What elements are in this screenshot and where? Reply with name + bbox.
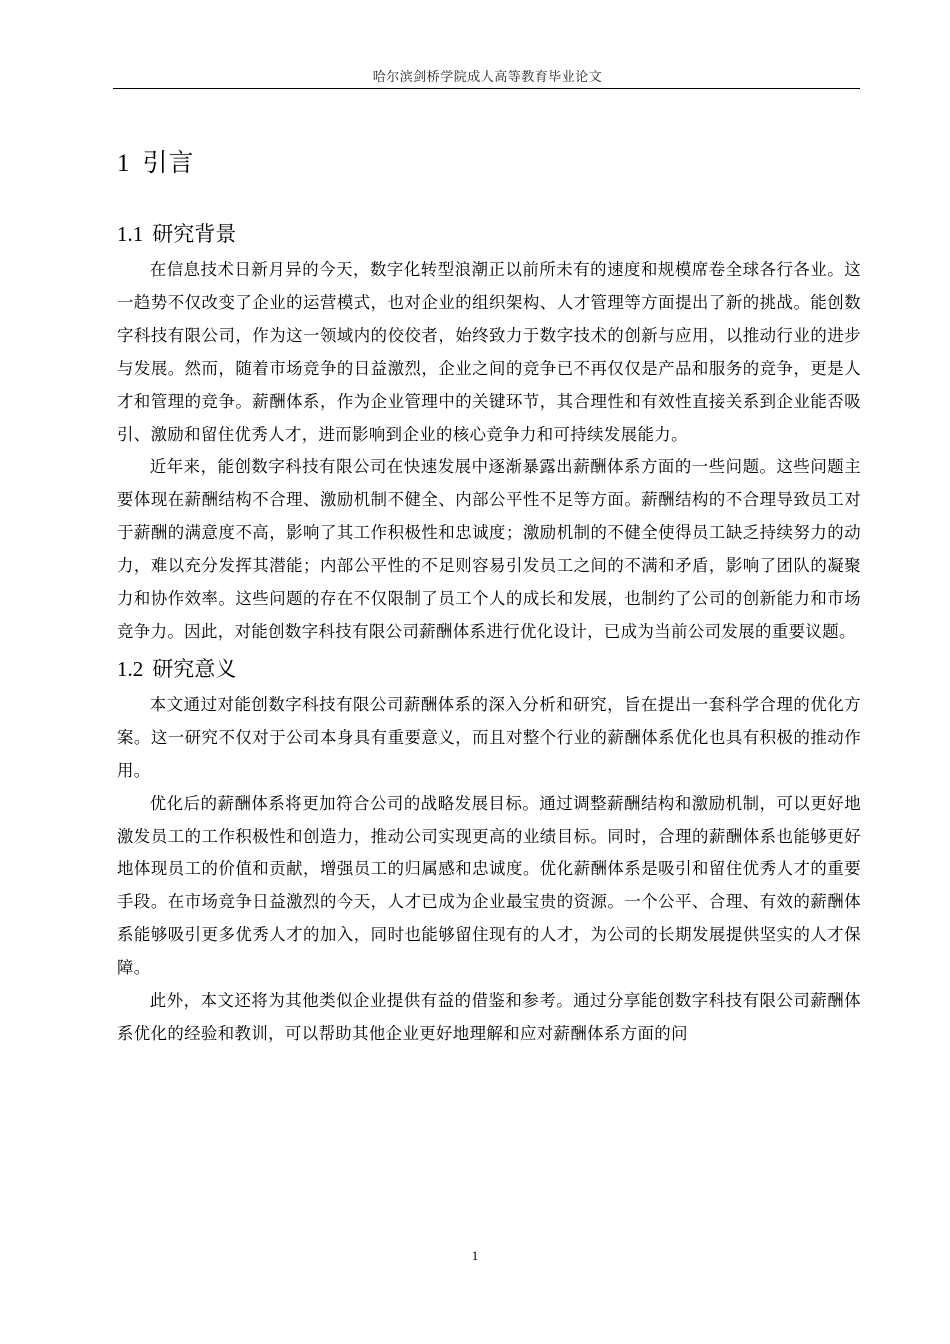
- header-rule: [113, 88, 860, 89]
- section-title: 研究背景: [152, 222, 237, 246]
- section-heading-1-1: [117, 216, 861, 252]
- paragraph: 在信息技术日新月异的今天，数字化转型浪潮正以前所未有的速度和规模席卷全球各行各业。这一趋势不仅改变了企业的运营模式，也对企业的组织架构、人才管理等方面提出了新的挑战。能创数字科技有限公司，作为这一领域内的佼佼者，始终致力于数字技术的创新与应用，以推动行业的进步与发展。然而，随着市场竞争的日益激烈，企业之间的竞争已不再仅仅是产品和服务的竞争，更是人才和管理的竞争。薪酬体系，作为企业管理中的关键环节，其合理性和有效性直接关系到企业能否吸引、激励和留住优秀人才，进而影响到企业的核心竞争力和可持续发展能力。: [117, 260, 861, 444]
- paragraph: 此外，本文还将为其他类似企业提供有益的借鉴和参考。通过分享能创数字科技有限公司薪酬体系优化的经验和教训，可以帮助其他企业更好地理解和应对薪酬体系方面的问: [117, 991, 861, 1043]
- paragraph: 本文通过对能创数字科技有限公司薪酬体系的深入分析和研究，旨在提出一套科学合理的优化方案。这一研究不仅对于公司本身具有重要意义，而且对整个行业的薪酬体系优化也具有积极的推动作用。: [117, 694, 861, 780]
- paragraph: 优化后的薪酬体系将更加符合公司的战略发展目标。通过调整薪酬结构和激励机制，可以更好地激发员工的工作积极性和创造力，推动公司实现更高的业绩目标。同时，合理的薪酬体系也能够更好地体现员工的价值和贡献，增强员工的归属感和忠诚度。优化薪酬体系是吸引和留住优秀人才的重要手段。在市场竞争日益激烈的今天，人才已成为企业最宝贵的资源。一个公平、合理、有效的薪酬体系能够吸引更多优秀人才的加入，同时也能够留住现有的人才，为公司的长期发展提供坚实的人才保障。: [117, 793, 861, 978]
- paragraph: 近年来，能创数字科技有限公司在快速发展中逐渐暴露出薪酬体系方面的一些问题。这些问题主要体现在薪酬结构不合理、激励机制不健全、内部公平性不足等方面。薪酬结构的不合理导致员工对于薪酬的满意度不高，影响了其工作积极性和忠诚度；激励机制的不健全使得员工缺乏持续努力的动力，难以充分发挥其潜能；内部公平性的不足则容易引发员工之间的不满和矛盾，影响了团队的凝聚力和协作效率。这些问题的存在不仅限制了员工个人的成长和发展，也制约了公司的创新能力和市场竞争力。因此，对能创数字科技有限公司薪酬体系进行优化设计，已成为当前公司发展的重要议题。: [117, 457, 861, 641]
- page-number: 1: [471, 1248, 479, 1263]
- chapter-title: 引言: [142, 148, 195, 177]
- section-number: 1.1: [117, 222, 144, 246]
- section-title: 研究意义: [152, 656, 237, 681]
- running-header: 哈尔滨剑桥学院成人高等教育毕业论文: [372, 70, 603, 85]
- page-body: [117, 140, 861, 1051]
- section-number: 1.2: [117, 656, 144, 681]
- chapter-heading: [117, 140, 861, 187]
- section-heading-1-2: [117, 651, 861, 687]
- chapter-number: 1: [117, 150, 131, 177]
